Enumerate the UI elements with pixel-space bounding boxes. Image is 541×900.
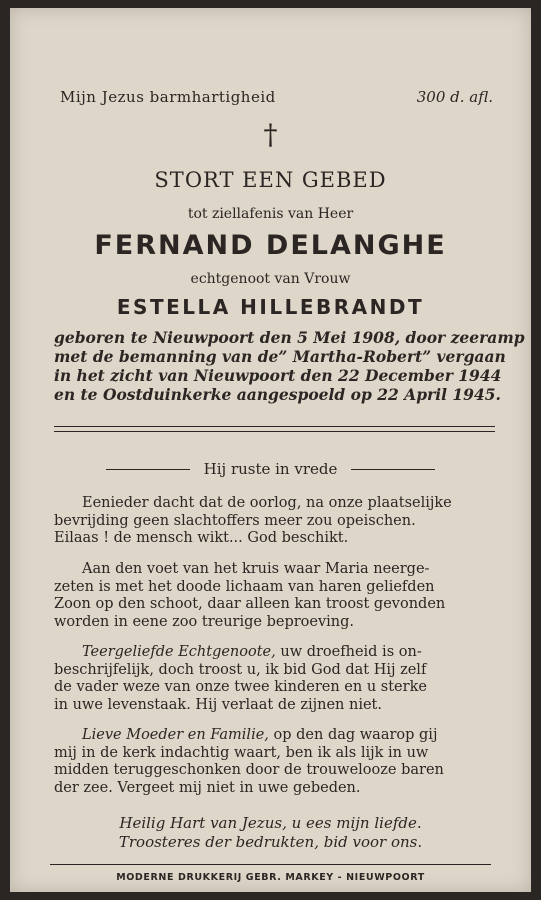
text-line: worden in eene zoo treurige beproeving. (54, 613, 355, 630)
text-line: Zoon op den schoot, daar alleen kan troost gevonden (54, 596, 446, 612)
indulgence-note: 300 d. afl. (416, 88, 493, 106)
cross-icon: † (263, 118, 278, 151)
text-line: der zee. Vergeet mij niet in uwe gebeden. (54, 779, 361, 796)
text-line: op den dag waarop gij (268, 727, 438, 743)
text-line: uw droefheid is on- (275, 644, 422, 660)
biography (54, 328, 525, 404)
text-line: beschrijfelijk, doch troost u, ik bid God dat Hij zelf (54, 661, 427, 678)
divider-line (54, 431, 495, 432)
family-address: Lieve Moeder en Familie, (82, 727, 269, 743)
bio-line: geboren te Nieuwpoort den 5 Mei 1908, door zeeramp (54, 328, 525, 347)
divider-line (106, 469, 190, 470)
rest-in-peace-row (106, 460, 435, 478)
divider-line (54, 426, 495, 427)
bio-line: in het zicht van Nieuwpoort den 22 December 1944 (54, 366, 502, 385)
text-line: in uwe levenstaak. Hij verlaat de zijnen niet. (54, 696, 382, 713)
text-line: mij in de kerk indachtig waart, ben ik als lijk in uw (54, 744, 429, 761)
paragraph-war (54, 495, 498, 548)
memorial-card (10, 8, 531, 892)
paragraph-mary (54, 561, 498, 631)
text-line: zeten is met het doode lichaam van haren geliefden (54, 578, 435, 595)
closing-line: Heilig Hart van Jezus, u ees mijn liefde. (119, 814, 422, 832)
text-line: Aan den voet van het kruis waar Maria neerge- (82, 561, 430, 577)
spouse-address: Teergeliefde Echtgenoote, (82, 644, 276, 660)
text-line: de vader weze van onze twee kinderen en u sterke (54, 679, 427, 695)
text-line: midden teruggeschonken door de trouwelooze baren (54, 762, 444, 778)
bio-line: met de bemanning van de” Martha-Robert” vergaan (54, 347, 506, 366)
card-subheading: tot ziellafenis van Heer (187, 206, 354, 222)
text-line: bevrijding geen slachtoffers meer zou opeischen. (54, 512, 416, 529)
spouse-name: ESTELLA HILLEBRANDT (116, 295, 425, 319)
card-heading: STORT EEN GEBED (154, 168, 387, 192)
closing-prayer (10, 814, 531, 852)
paragraph-family (54, 727, 498, 797)
divider-line (50, 864, 491, 865)
card-header (60, 88, 493, 106)
printer-credit: MODERNE DRUKKERIJ GEBR. MARKEY - NIEUWPOORT (116, 872, 425, 883)
bio-line: en te Oostduinkerke aangespoeld op 22 April 1945. (54, 385, 501, 404)
closing-line: Troosteres der bedrukten, bid voor ons. (118, 833, 423, 851)
paragraph-spouse (54, 644, 498, 714)
prayer-header: Mijn Jezus barmhartigheid (60, 88, 276, 106)
deceased-name: FERNAND DELANGHE (94, 230, 447, 261)
spouse-prefix: echtgenoot van Vrouw (190, 271, 351, 287)
text-line: Eilaas ! de mensch wikt... God beschikt. (54, 530, 349, 546)
text-line: Eenieder dacht dat de oorlog, na onze plaatselijke (82, 495, 452, 511)
divider-line (351, 469, 435, 470)
rest-in-peace: Hij ruste in vrede (203, 460, 338, 478)
